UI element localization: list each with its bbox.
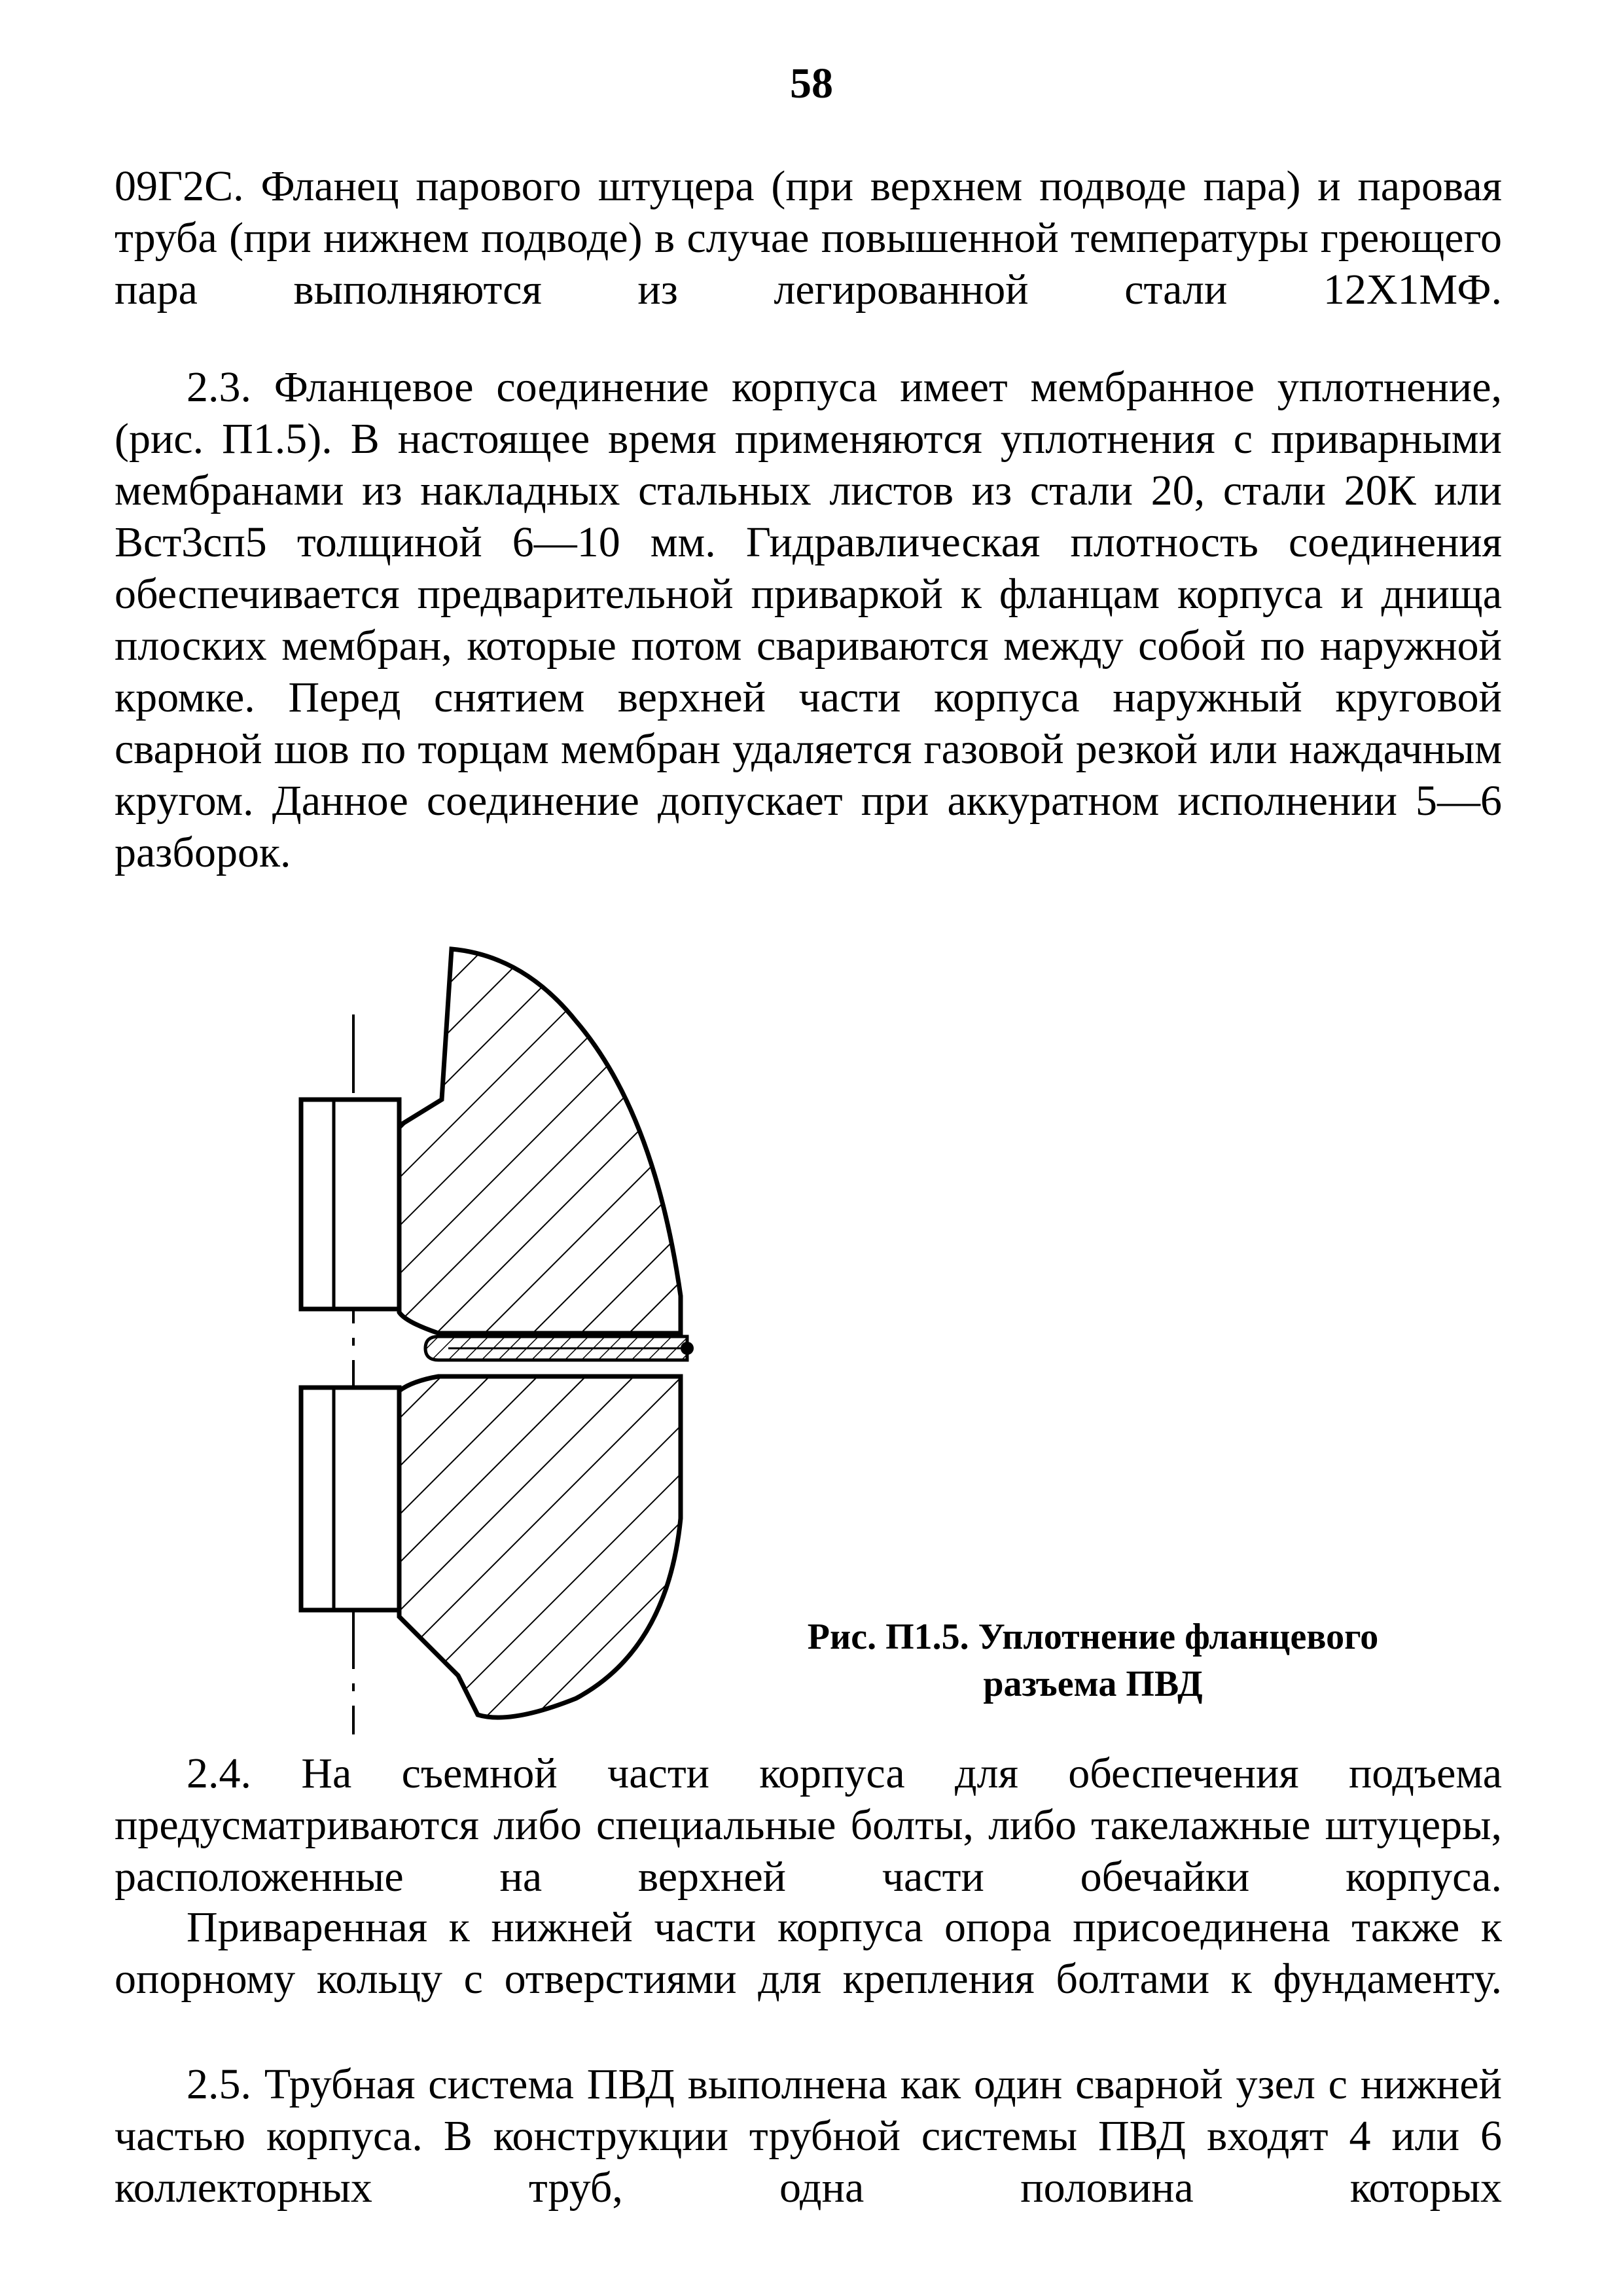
paragraph-1: 09Г2С. Фланец парового штуцера (при верхнем подводе пара) и паровая труба (при нижнем подводе) в случае повышенной температуры греющего пара выполняются из легированной стали 12Х1МФ. xyxy=(115,162,1502,314)
weld-mark xyxy=(681,1342,694,1355)
paragraph-support: Приваренная к нижней части корпуса опора присоединена также к опорному кольцу с отверстиями для крепления болтами к фундаменту. xyxy=(115,1903,1502,2003)
lower-flange xyxy=(399,1376,681,1717)
caption-line-2: разъема ПВД xyxy=(983,1664,1203,1704)
upper-flange xyxy=(399,949,681,1333)
upper-pipe-stub xyxy=(301,1100,399,1309)
paragraph-2-4: 2.4. На съемной части корпуса для обеспечения подъема предусматриваются либо специальные болты, либо такелажные штуцеры, расположенные на верхней части обечайки корпуса. xyxy=(115,1749,1502,1901)
paragraph-2-5: 2.5. Трубная система ПВД выполнена как один сварной узел с нижней частью корпуса. В конструкции трубной системы ПВД входят 4 или 6 коллекторных труб, одна половина которых xyxy=(115,2060,1502,2212)
flange-seal-drawing xyxy=(262,929,753,1734)
caption-line-1: Рис. П1.5. Уплотнение фланцевого xyxy=(807,1617,1379,1657)
lower-pipe-stub xyxy=(301,1388,399,1610)
figure-caption xyxy=(733,1613,1453,1708)
page-number: 58 xyxy=(790,60,833,107)
paragraph-2-3: 2.3. Фланцевое соединение корпуса имеет мембранное уплотнение, (рис. П1.5). В настоящее время применяются уплотнения с приварными мембранами из накладных стальных листов из стали 20, стали 20К или Вст3сп5 толщиной 6—10 мм. Гидравлическая плотность соединения обеспечивается предварительной приваркой к фланцам корпуса и днища плоских мембран, которые потом свариваются между собой по наружной кромке. Перед снятием верхней части корпуса наружный круговой сварной шов по торцам мембран удаляется газовой резкой или наждачным кругом. Данное соединение допускает при аккуратном исполнении 5—6 разборок. xyxy=(115,363,1502,876)
